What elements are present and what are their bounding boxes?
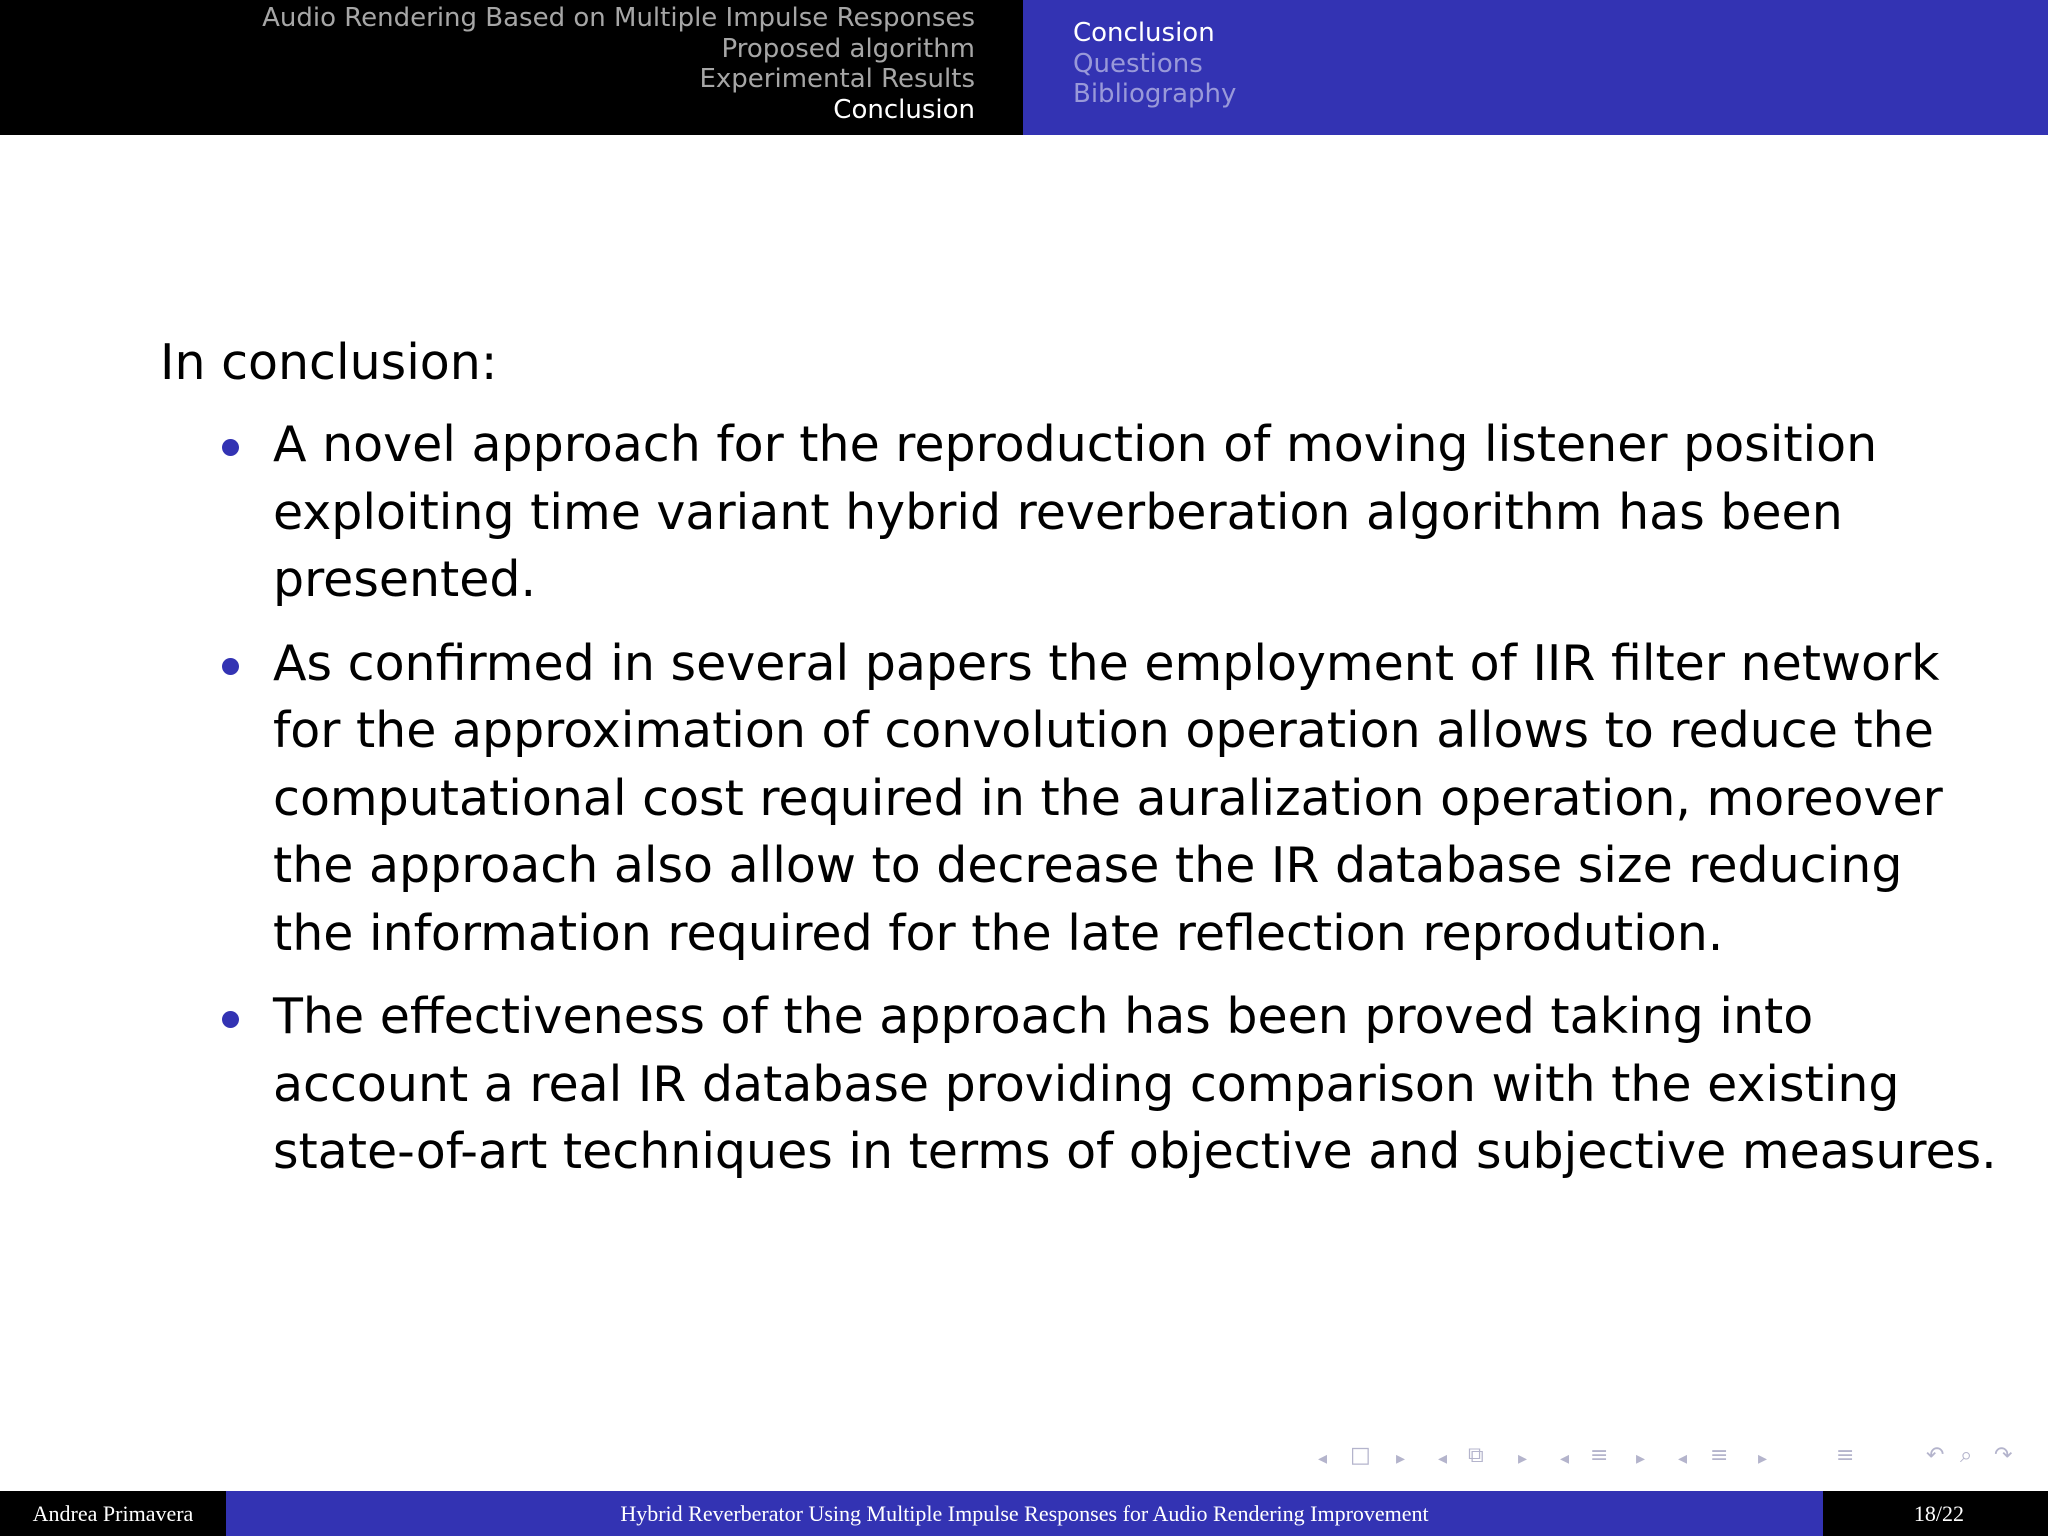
subsection-icon[interactable]: ⧉ xyxy=(1468,1443,1484,1468)
conclusion-bullet-list xyxy=(160,411,1997,1202)
footer-bar xyxy=(0,1491,2048,1536)
list-item xyxy=(160,983,1997,1186)
section-link-conclusion[interactable]: Conclusion xyxy=(833,94,975,125)
undo-icon[interactable]: ↶ xyxy=(1926,1443,1945,1468)
document-next-icon[interactable]: ▸ xyxy=(1758,1448,1768,1469)
bullet-icon xyxy=(222,1011,239,1028)
bullet-icon xyxy=(222,439,239,456)
subsection-next-icon[interactable]: ▸ xyxy=(1518,1448,1528,1469)
list-item xyxy=(160,630,1943,968)
frame-prev-icon[interactable]: ◂ xyxy=(1318,1448,1328,1469)
section-prev-icon[interactable]: ◂ xyxy=(1560,1448,1570,1469)
bullet-icon xyxy=(222,658,239,675)
document-icon[interactable]: ≡ xyxy=(1710,1443,1729,1468)
bullet-line: presented. xyxy=(273,551,537,608)
bullet-line: the information required for the late reflection reprodution. xyxy=(273,904,1724,962)
subsection-link-bibliography[interactable]: Bibliography xyxy=(1073,79,1237,109)
subsection-nav xyxy=(1023,0,2048,135)
bullet-line: computational cost required in the auralization operation, moreover xyxy=(273,769,1943,827)
section-next-icon[interactable]: ▸ xyxy=(1636,1448,1646,1469)
subsection-prev-icon[interactable]: ◂ xyxy=(1438,1448,1448,1469)
section-link-experimental-results[interactable]: Experimental Results xyxy=(699,64,975,94)
bullet-line: exploiting time variant hybrid reverberation algorithm has been xyxy=(273,483,1843,541)
header-navigation xyxy=(0,0,2048,135)
page-number: 18/22 xyxy=(1913,1501,1964,1526)
navigation-symbols xyxy=(1310,1443,2030,1475)
bullet-line: account a real IR database providing comparison with the existing xyxy=(273,1055,1900,1113)
footer-author: Andrea Primavera xyxy=(0,1491,226,1536)
section-list xyxy=(262,3,975,125)
section-link-audio-rendering[interactable]: Audio Rendering Based on Multiple Impulse Responses xyxy=(262,3,975,33)
bullet-line: The effectiveness of the approach has been proved taking into xyxy=(273,988,1814,1045)
frame-next-icon[interactable]: ▸ xyxy=(1396,1448,1406,1469)
document-prev-icon[interactable]: ◂ xyxy=(1678,1448,1688,1469)
bullet-line: state-of-art techniques in terms of objective and subjective measures. xyxy=(273,1123,1997,1180)
bullet-line: As confirmed in several papers the employment of IIR filter network xyxy=(273,634,1940,692)
redo-icon[interactable]: ↷ xyxy=(1994,1443,2013,1468)
section-link-proposed-algorithm[interactable]: Proposed algorithm xyxy=(721,33,975,64)
subsection-link-conclusion[interactable]: Conclusion xyxy=(1073,18,1215,48)
section-nav xyxy=(0,0,1023,135)
subsection-link-questions[interactable]: Questions xyxy=(1073,48,1203,79)
bullet-line: the approach also allow to decrease the IR database size reducing xyxy=(273,837,1903,894)
footer-title: Hybrid Reverberator Using Multiple Impulse Responses for Audio Rendering Improvement xyxy=(226,1491,1823,1536)
search-icon[interactable]: ⌕ xyxy=(1960,1443,1973,1468)
frame-icon[interactable]: □ xyxy=(1350,1443,1371,1468)
subsection-list xyxy=(1073,18,1236,110)
bullet-line: for the approximation of convolution operation allows to reduce the xyxy=(273,702,1934,759)
toc-icon[interactable]: ≡ xyxy=(1836,1443,1855,1468)
footer-page-counter xyxy=(1823,1491,2048,1536)
list-item xyxy=(160,411,1920,614)
section-icon[interactable]: ≡ xyxy=(1590,1443,1609,1468)
intro-text: In conclusion: xyxy=(160,334,498,391)
bullet-line: A novel approach for the reproduction of moving listener position xyxy=(273,416,1878,473)
